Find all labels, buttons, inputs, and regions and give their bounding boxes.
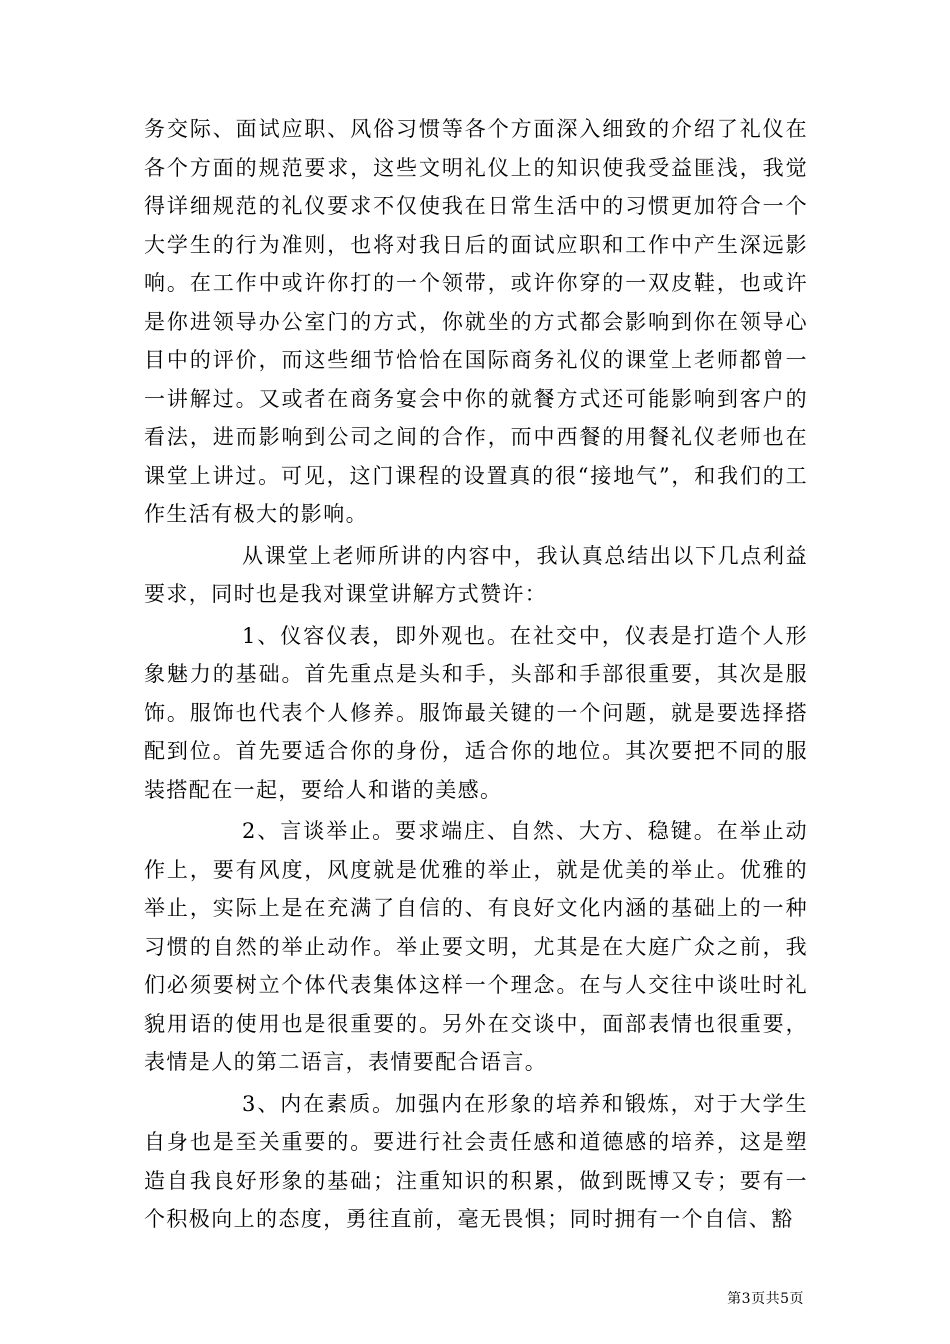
paragraph-summary-intro: 从课堂上老师所讲的内容中，我认真总结出以下几点利益要求，同时也是我对课堂讲解方式赞许：: [144, 543, 808, 606]
paragraph-point-2: 2、言谈举止。要求端庄、自然、大方、稳键。在举止动作上，要有风度，风度就是优雅的举止，就是优美的举止。优雅的举止，实际上是在充满了自信的、有良好文化内涵的基础上的一种习惯的自然的举止动作。举止要文明，尤其是在大庭广众之前，我们必须要树立个体代表集体这样一个理念。在与人交往中谈吐时礼貌用语的使用也是很重要的。另外在交谈中，面部表情也很重要，表情是人的第二语言，表情要配合语言。: [144, 819, 808, 1074]
paragraph-point-1: 1、仪容仪表，即外观也。在社交中，仪表是打造个人形象魅力的基础。首先重点是头和手，头部和手部很重要，其次是服饰。服饰也代表个人修养。服饰最关键的一个问题，就是要选择搭配到位。首先要适合你的身份，适合你的地位。其次要把不同的服装搭配在一起，要给人和谐的美感。: [144, 623, 808, 802]
paragraph-continuation: 务交际、面试应职、风俗习惯等各个方面深入细致的介绍了礼仪在各个方面的规范要求，这些文明礼仪上的知识使我受益匪浅，我觉得详细规范的礼仪要求不仅使我在日常生活中的习惯更加符合一个大学生的行为准则，也将对我日后的面试应职和工作中产生深远影响。在工作中或许你打的一个领带，或许你穿的一双皮鞋，也或许是你进领导办公室门的方式，你就坐的方式都会影响到你在领导心目中的评价，而这些细节恰恰在国际商务礼仪的课堂上老师都曾一一讲解过。又或者在商务宴会中你的就餐方式还可能影响到客户的看法，进而影响到公司之间的合作，而中西餐的用餐礼仪老师也在课堂上讲过。可见，这门课程的设置真的很“接地气”，和我们的工作生活有极大的影响。: [144, 117, 808, 526]
paragraph-point-3: 3、内在素质。加强内在形象的培养和锻炼，对于大学生自身也是至关重要的。要进行社会责任感和道德感的培养，这是塑造自我良好形象的基础；注重知识的积累，做到既博又专；要有一个积极向上的态度，勇往直前，毫无畏惧；同时拥有一个自信、豁: [144, 1091, 808, 1231]
body-text: [144, 110, 808, 1239]
page-number: 第3页共5页: [727, 1291, 804, 1307]
